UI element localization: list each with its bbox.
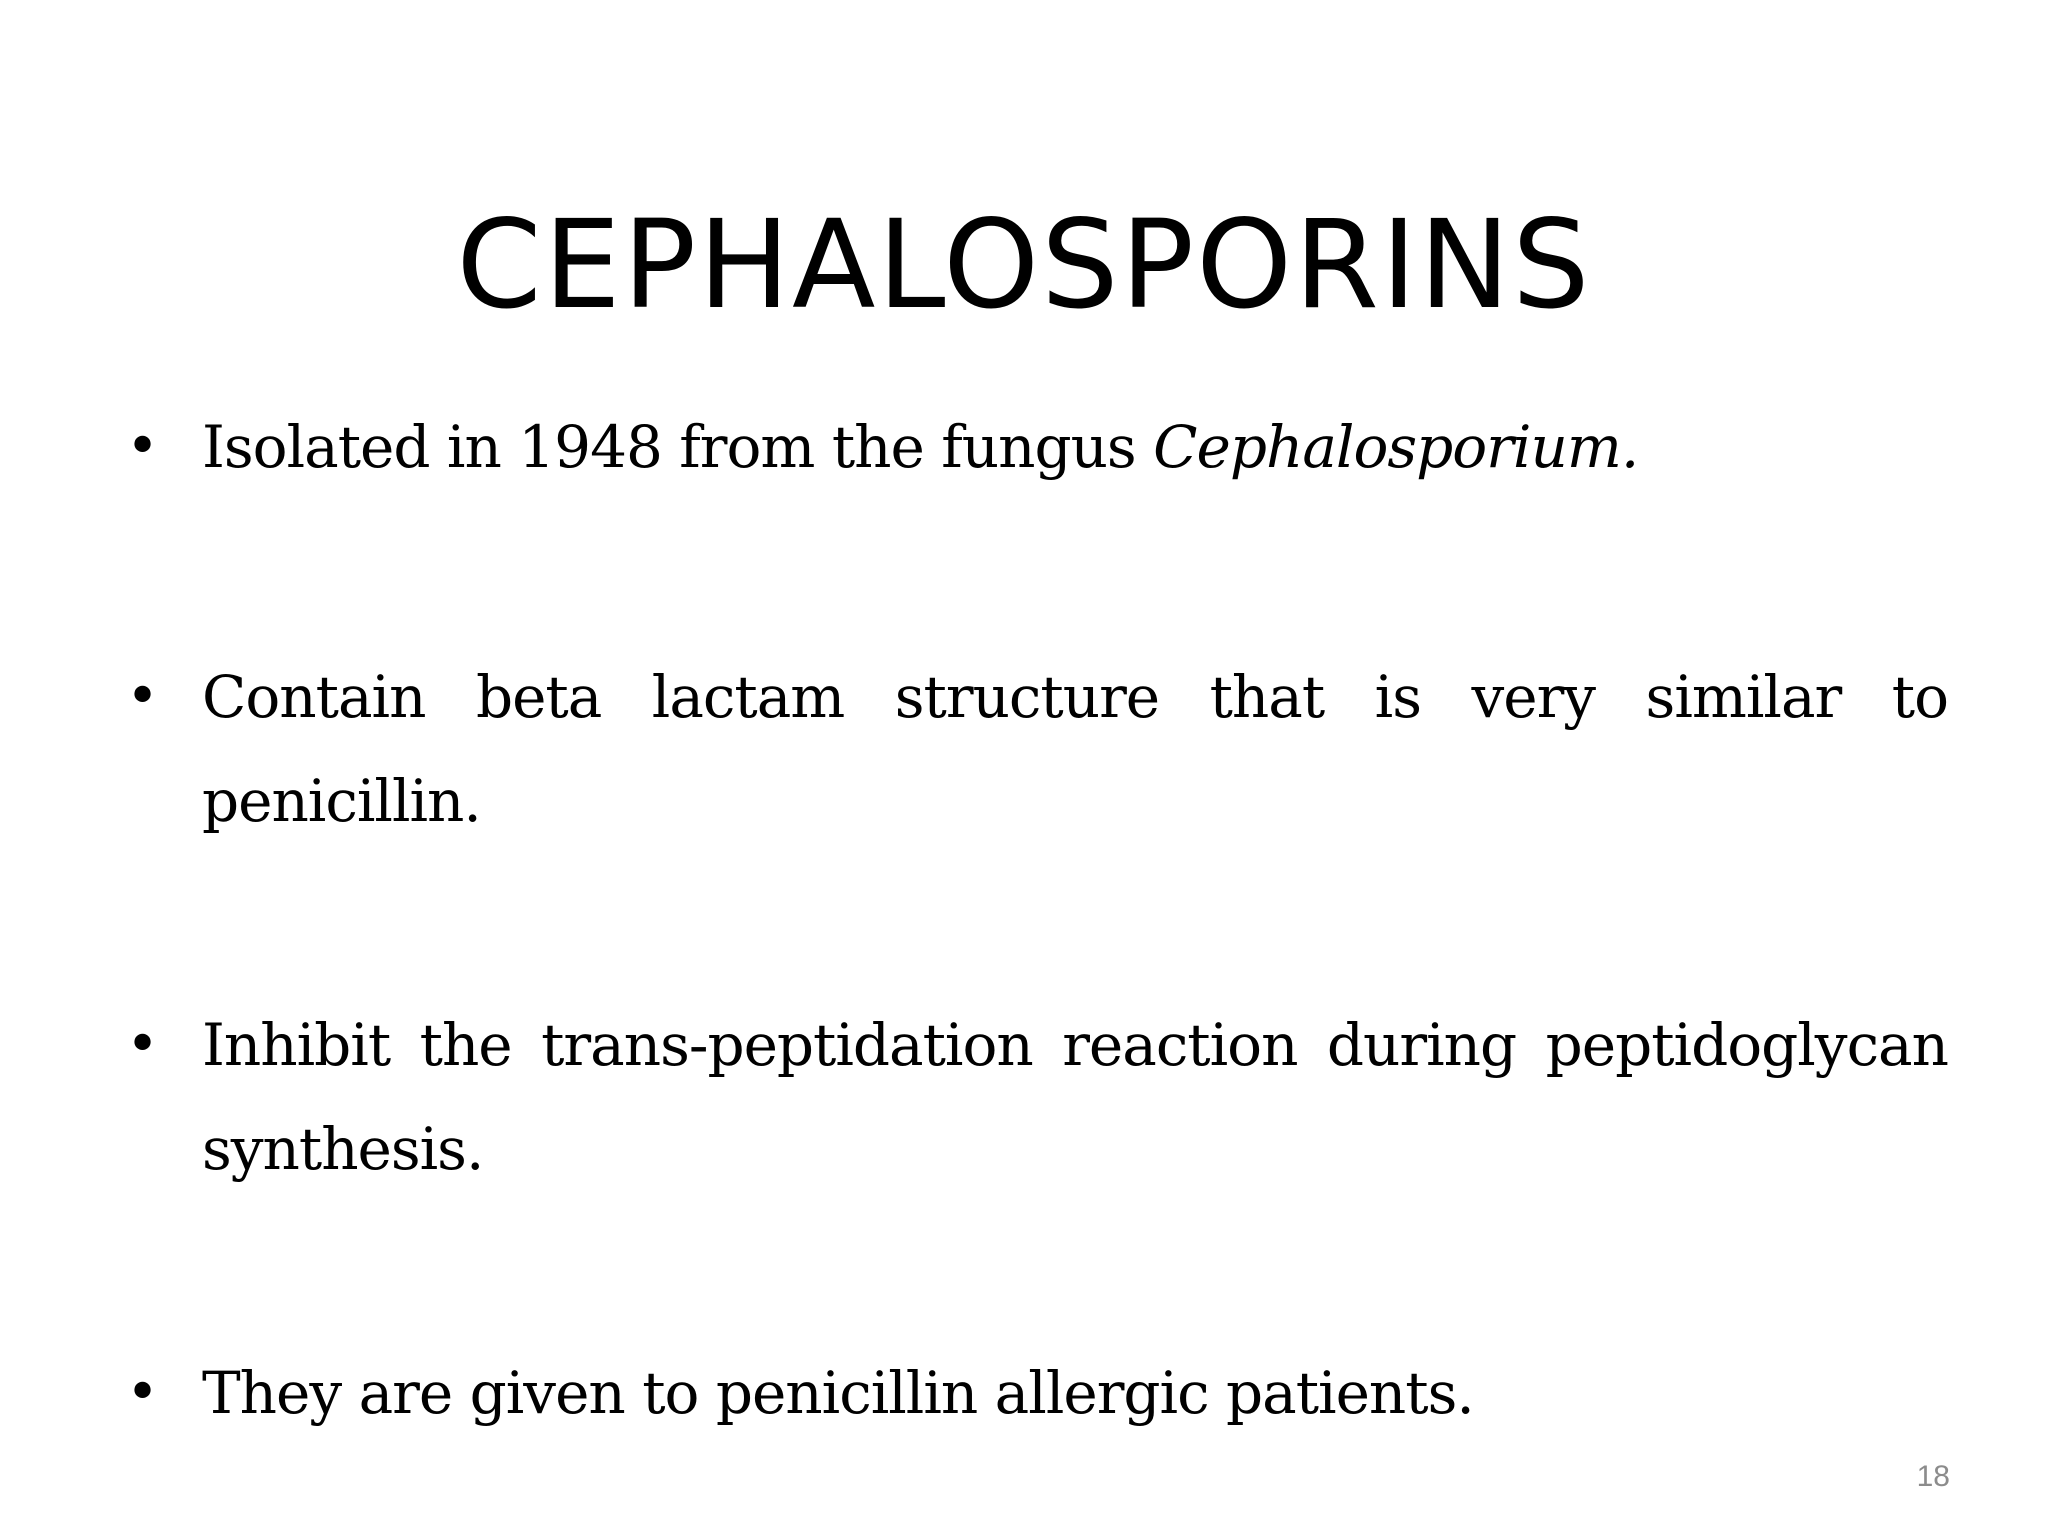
bullet-text: They are given to penicillin allergic patients. bbox=[202, 1359, 1474, 1427]
bullet-icon: • bbox=[126, 1360, 159, 1425]
bullet-icon: • bbox=[126, 664, 159, 729]
bullet-list bbox=[118, 395, 1948, 1445]
bullet-italic-text: Cephalosporium. bbox=[1153, 413, 1639, 481]
bullet-text: Inhibit the trans-peptidation reaction during peptidoglycan synthesis. bbox=[202, 1011, 1948, 1183]
bullet-item bbox=[118, 1341, 1948, 1445]
bullet-icon: • bbox=[126, 414, 159, 479]
bullet-item bbox=[118, 993, 1948, 1201]
bullet-text: Isolated in 1948 from the fungus bbox=[202, 413, 1154, 481]
bullet-item bbox=[118, 395, 1948, 499]
bullet-item bbox=[118, 645, 1948, 853]
page-number: 18 bbox=[1916, 1460, 1950, 1493]
slide-title: CEPHALOSPORINS bbox=[456, 193, 1592, 336]
bullet-icon: • bbox=[126, 1012, 159, 1077]
bullet-text: Contain beta lactam structure that is very similar to penicillin. bbox=[202, 663, 1948, 835]
